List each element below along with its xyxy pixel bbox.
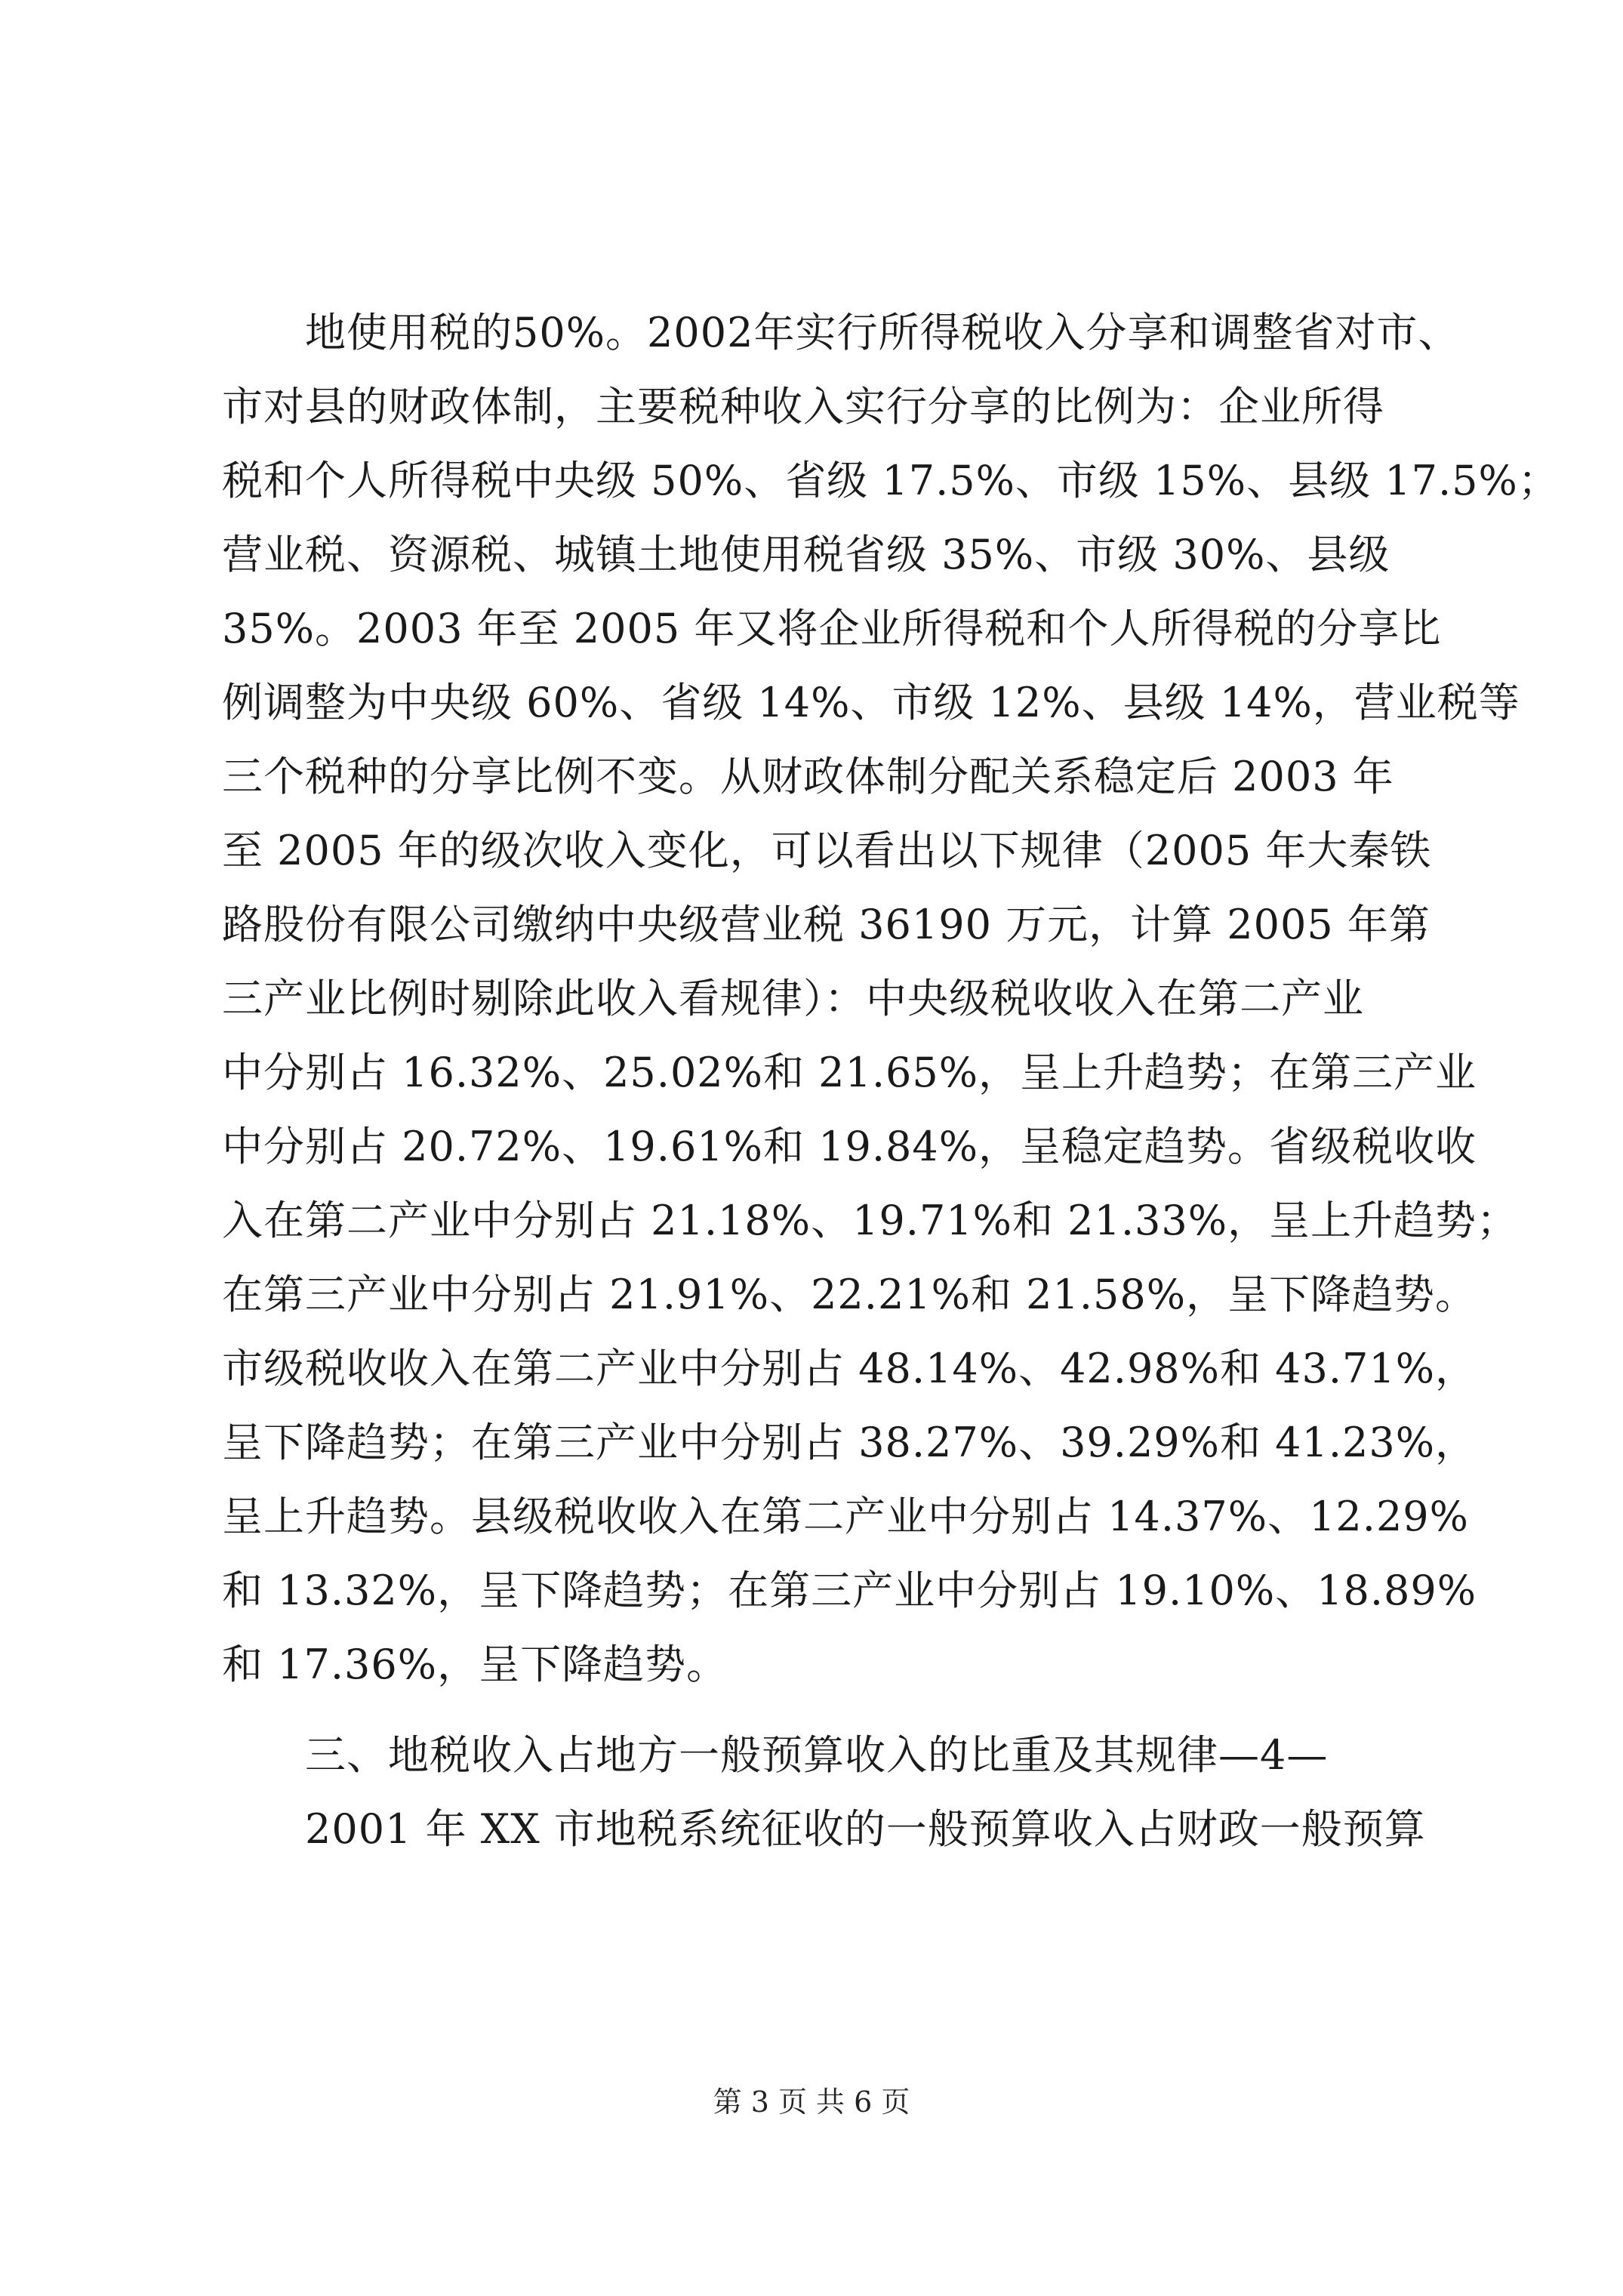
text-line: 营业税、资源税、城镇土地使用税省级 35%、市级 30%、县级: [222, 531, 1390, 578]
text-line: 呈上升趋势。县级税收收入在第二产业中分别占 14.37%、12.29%: [222, 1493, 1469, 1540]
text-line: 税和个人所得税中央级 50%、省级 17.5%、市级 15%、县级 17.5%；: [222, 457, 1560, 504]
text-line: 三个税种的分享比例不变。从财政体制分配关系稳定后 2003 年: [222, 753, 1394, 800]
page-footer: [0, 2084, 1623, 2120]
text-line: 和 13.32%，呈下降趋势；在第三产业中分别占 19.10%、18.89%: [222, 1567, 1477, 1614]
page-indicator: 第 3 页 共 6 页: [713, 2085, 910, 2119]
text-line: 2001 年 XX 市地税系统征收的一般预算收入占财政一般预算: [305, 1805, 1426, 1853]
text-line: 至 2005 年的级次收入变化，可以看出以下规律（2005 年大秦铁: [222, 827, 1432, 874]
text-line: 中分别占 20.72%、19.61%和 19.84%，呈稳定趋势。省级税收收: [222, 1123, 1477, 1170]
text-line: 市级税收收入在第二产业中分别占 48.14%、42.98%和 43.71%，: [222, 1345, 1477, 1392]
text-line: 路股份有限公司缴纳中央级营业税 36190 万元，计算 2005 年第: [222, 901, 1431, 948]
text-line: 市对县的财政体制，主要税种收入实行分享的比例为：企业所得: [222, 383, 1384, 430]
text-line: 入在第二产业中分别占 21.18%、19.71%和 21.33%，呈上升趋势；: [222, 1197, 1519, 1244]
text-line: 三产业比例时剔除此收入看规律）：中央级税收收入在第二产业: [222, 975, 1364, 1022]
text-line: 地使用税的50%。2002年实行所得税收入分享和调整省对市、: [305, 309, 1460, 356]
text-line: 35%。2003 年至 2005 年又将企业所得税和个人所得税的分享比: [222, 605, 1442, 652]
text-line: 中分别占 16.32%、25.02%和 21.65%，呈上升趋势；在第三产业: [222, 1049, 1477, 1096]
text-line: 例调整为中央级 60%、省级 14%、市级 12%、县级 14%，营业税等: [222, 679, 1520, 726]
text-line: 在第三产业中分别占 21.91%、22.21%和 21.58%，呈下降趋势。: [222, 1271, 1477, 1318]
text-line: 呈下降趋势；在第三产业中分别占 38.27%、39.29%和 41.23%，: [222, 1419, 1477, 1466]
section-heading: 三、地税收入占地方一般预算收入的比重及其规律—4—: [305, 1731, 1329, 1779]
text-line: 和 17.36%，呈下降趋势。: [222, 1641, 728, 1688]
document-body: [222, 296, 1560, 1866]
